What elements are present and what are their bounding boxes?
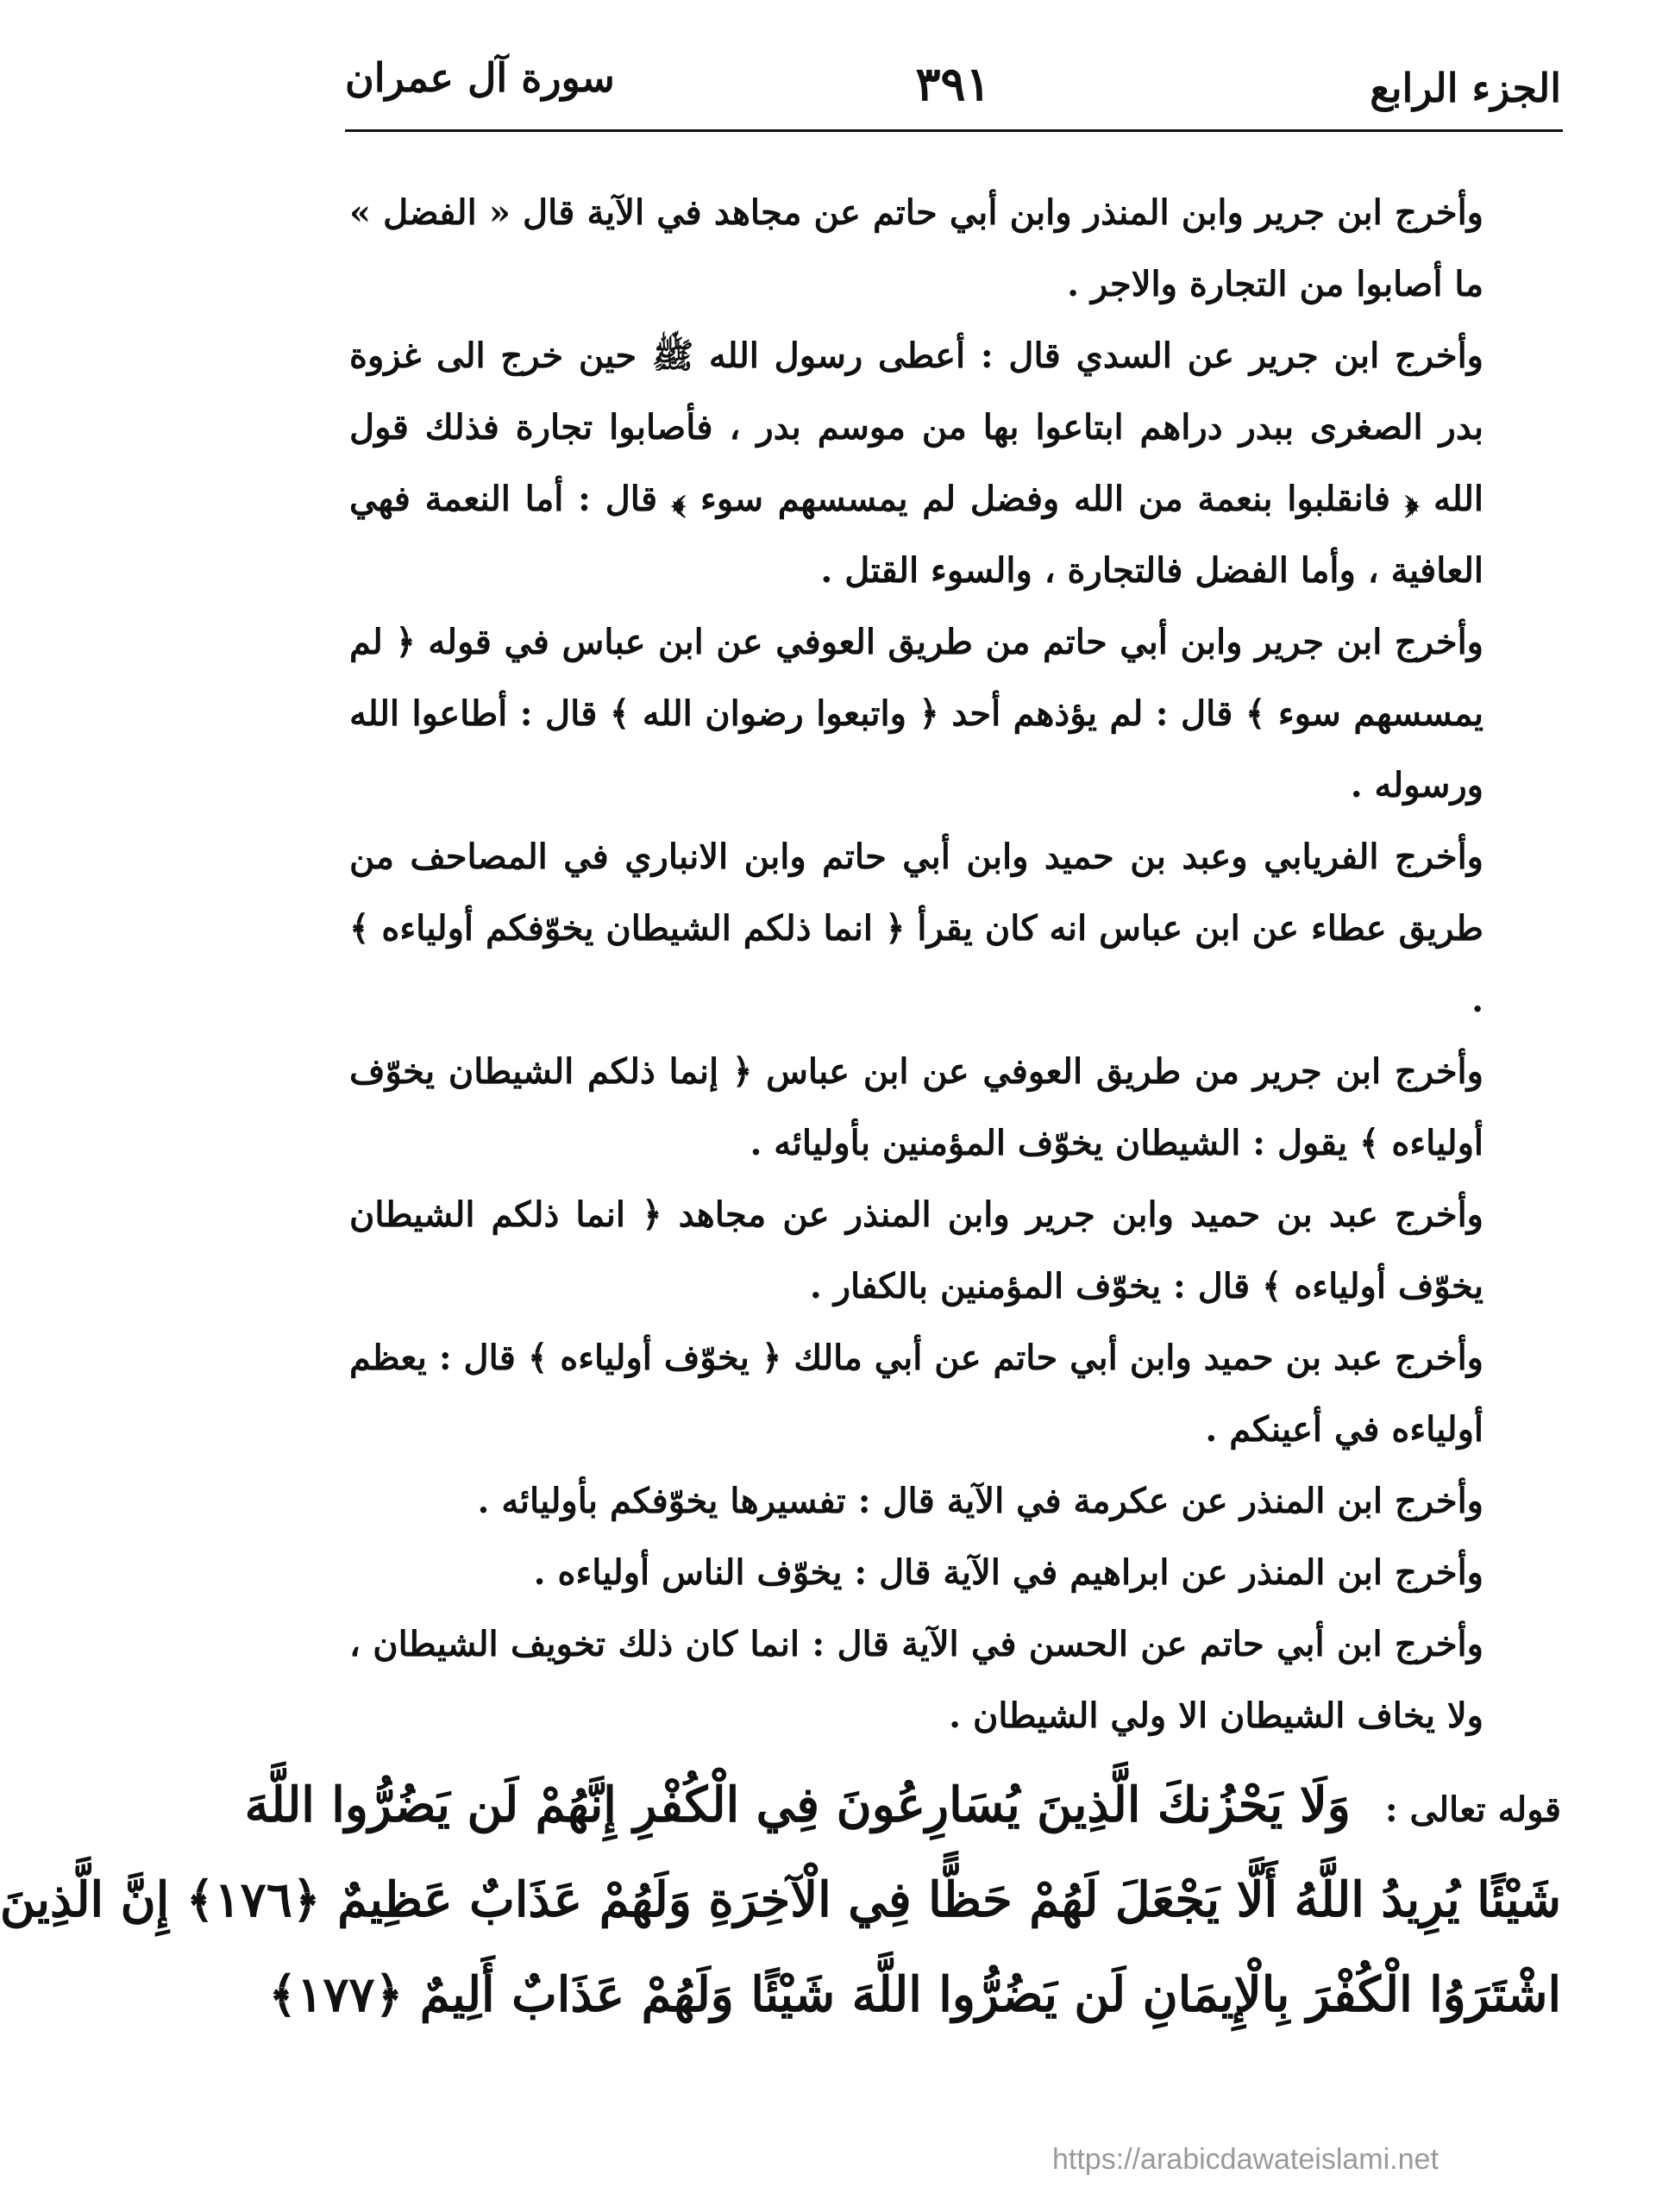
paragraph-9: وأخرج ابن المنذر عن ابراهيم في الآية قال : يخوّف الناس أولياءه . [533, 1552, 1484, 1593]
page-header [345, 47, 1561, 125]
paragraph-4: وأخرج الفريابي وعبد بن حميد وابن أبي حاتم وابن الانباري في المصاحف من طريق عطاء عن ابن عباس انه كان يقرأ ﴿ انما ذلكم الشيطان يخوّفكم أولياءه ﴾ . [349, 837, 1484, 1020]
paragraph-3: وأخرج ابن جرير وابن أبي حاتم من طريق العوفي عن ابن عباس في قوله ﴿ لم يمسسهم سوء ﴾ قال : لم يؤذهم أحد ﴿ واتبعوا رضوان الله ﴾ قال : أطاعوا الله ورسوله . [349, 622, 1484, 805]
paragraph-6: وأخرج عبد بن حميد وابن جرير وابن المنذر عن مجاهد ﴿ انما ذلكم الشيطان يخوّف أولياءه ﴾ قال : يخوّف المؤمنين بالكفار . [349, 1194, 1484, 1307]
page-number: ٣٩١ [915, 56, 991, 111]
paragraph-7: وأخرج عبد بن حميد وابن أبي حاتم عن أبي مالك ﴿ يخوّف أولياءه ﴾ قال : يعظم أولياءه في أعينكم . [349, 1338, 1484, 1450]
quran-line-1-text: وَلَا يَحْزُنكَ الَّذِينَ يُسَارِعُونَ فِي الْكُفْرِ إِنَّهُمْ لَن يَضُرُّوا اللَّهَ [244, 1776, 1351, 1833]
header-rule [345, 129, 1563, 132]
verse-intro-label: قوله تعالى : [1384, 1789, 1561, 1830]
quran-verse-block [0, 1776, 1561, 2061]
paragraph-10: وأخرج ابن أبي حاتم عن الحسن في الآية قال : انما كان ذلك تخويف الشيطان ، ولا يخاف الشيطان الا ولي الشيطان . [349, 1624, 1484, 1736]
part-title: الجزء الرابع [1370, 65, 1561, 111]
paragraph-1: وأخرج ابن جرير وابن المنذر وابن أبي حاتم عن مجاهد في الآية قال « الفضل » ما أصابوا من التجارة والاجر . [349, 192, 1484, 304]
paragraph-5: وأخرج ابن جرير من طريق العوفي عن ابن عباس ﴿ إنما ذلكم الشيطان يخوّف أولياءه ﴾ يقول : الشيطان يخوّف المؤمنين بأوليائه . [349, 1051, 1484, 1163]
commentary-body [349, 177, 1484, 1751]
surah-title: سورة آل عمران [345, 54, 615, 101]
paragraph-8: وأخرج ابن المنذر عن عكرمة في الآية قال : تفسيرها يخوّفكم بأوليائه . [477, 1481, 1484, 1521]
watermark-url: https://arabicdawateislami.net [1052, 2143, 1439, 2176]
quran-line-3: اشْتَرَوُا الْكُفْرَ بِالْإِيمَانِ لَن يَضُرُّوا اللَّهَ شَيْئًا وَلَهُمْ عَذَابٌ أَلِيمٌ ﴿١٧٧﴾ [268, 1966, 1561, 2023]
quran-line-1 [244, 1776, 1561, 1871]
quran-line-2: شَيْئًا يُرِيدُ اللَّهُ أَلَّا يَجْعَلَ لَهُمْ حَظًّا فِي الْآخِرَةِ وَلَهُمْ عَذَابٌ عَظِيمٌ ﴿١٧٦﴾ إِنَّ الَّذِينَ [0, 1871, 1561, 1928]
paragraph-2: وأخرج ابن جرير عن السدي قال : أعطى رسول الله ﷺ حين خرج الى غزوة بدر الصغرى ببدر دراهم ابتاعوا بها من موسم بدر ، فأصابوا تجارة فذلك قول الله ﴿ فانقلبوا بنعمة من الله وفضل لم يمسسهم سوء ﴾ قال : أما النعمة فهي العافية ، وأما الفضل فالتجارة ، والسوء القتل . [349, 335, 1484, 591]
